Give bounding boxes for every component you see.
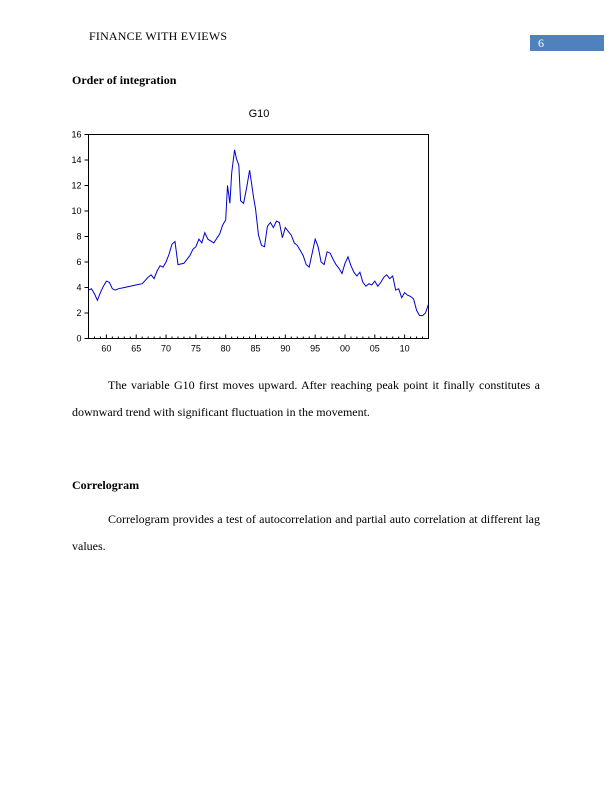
y-tick-label: 4 [76,282,82,293]
y-axis [71,130,88,344]
page-number-badge: 6 [530,35,604,51]
y-tick-label: 16 [71,129,82,140]
paragraph-g10-text: The variable G10 first moves upward. After reaching peak point it finally constitutes a downward trend with significant fluctuation in the movement. [72,378,540,419]
y-tick-label: 12 [71,180,82,191]
chart-title: G10 [248,108,270,120]
x-tick-label: 00 [339,343,350,354]
g10-series-line [89,150,429,316]
x-tick-label: 70 [161,343,172,354]
y-tick-label: 10 [71,206,82,216]
x-axis [89,335,429,354]
g10-line-chart [60,102,440,360]
y-tick-label: 6 [76,257,82,267]
y-tick-label: 2 [76,308,82,318]
y-tick-label: 8 [76,231,82,242]
paragraph-g10-description [72,372,540,426]
x-tick-label: 80 [220,343,231,354]
x-tick-label: 75 [190,343,201,354]
y-tick-label: 14 [71,155,82,165]
x-tick-label: 85 [250,343,261,354]
x-tick-label: 10 [399,343,410,354]
paragraph-correlogram [72,506,540,560]
x-tick-label: 90 [280,343,291,354]
x-tick-label: 65 [131,343,142,354]
running-head: FINANCE WITH EVIEWS [89,29,228,43]
y-tick-label: 0 [76,333,82,344]
section-heading-correlogram: Correlogram [72,478,140,492]
x-tick-label: 05 [369,343,380,354]
x-tick-label: 60 [101,343,112,354]
paragraph-correlogram-text: Correlogram provides a test of autocorrelation and partial auto correlation at different lag values. [72,512,540,553]
x-tick-label: 95 [310,343,321,354]
section-heading-order-of-integration: Order of integration [72,73,177,87]
